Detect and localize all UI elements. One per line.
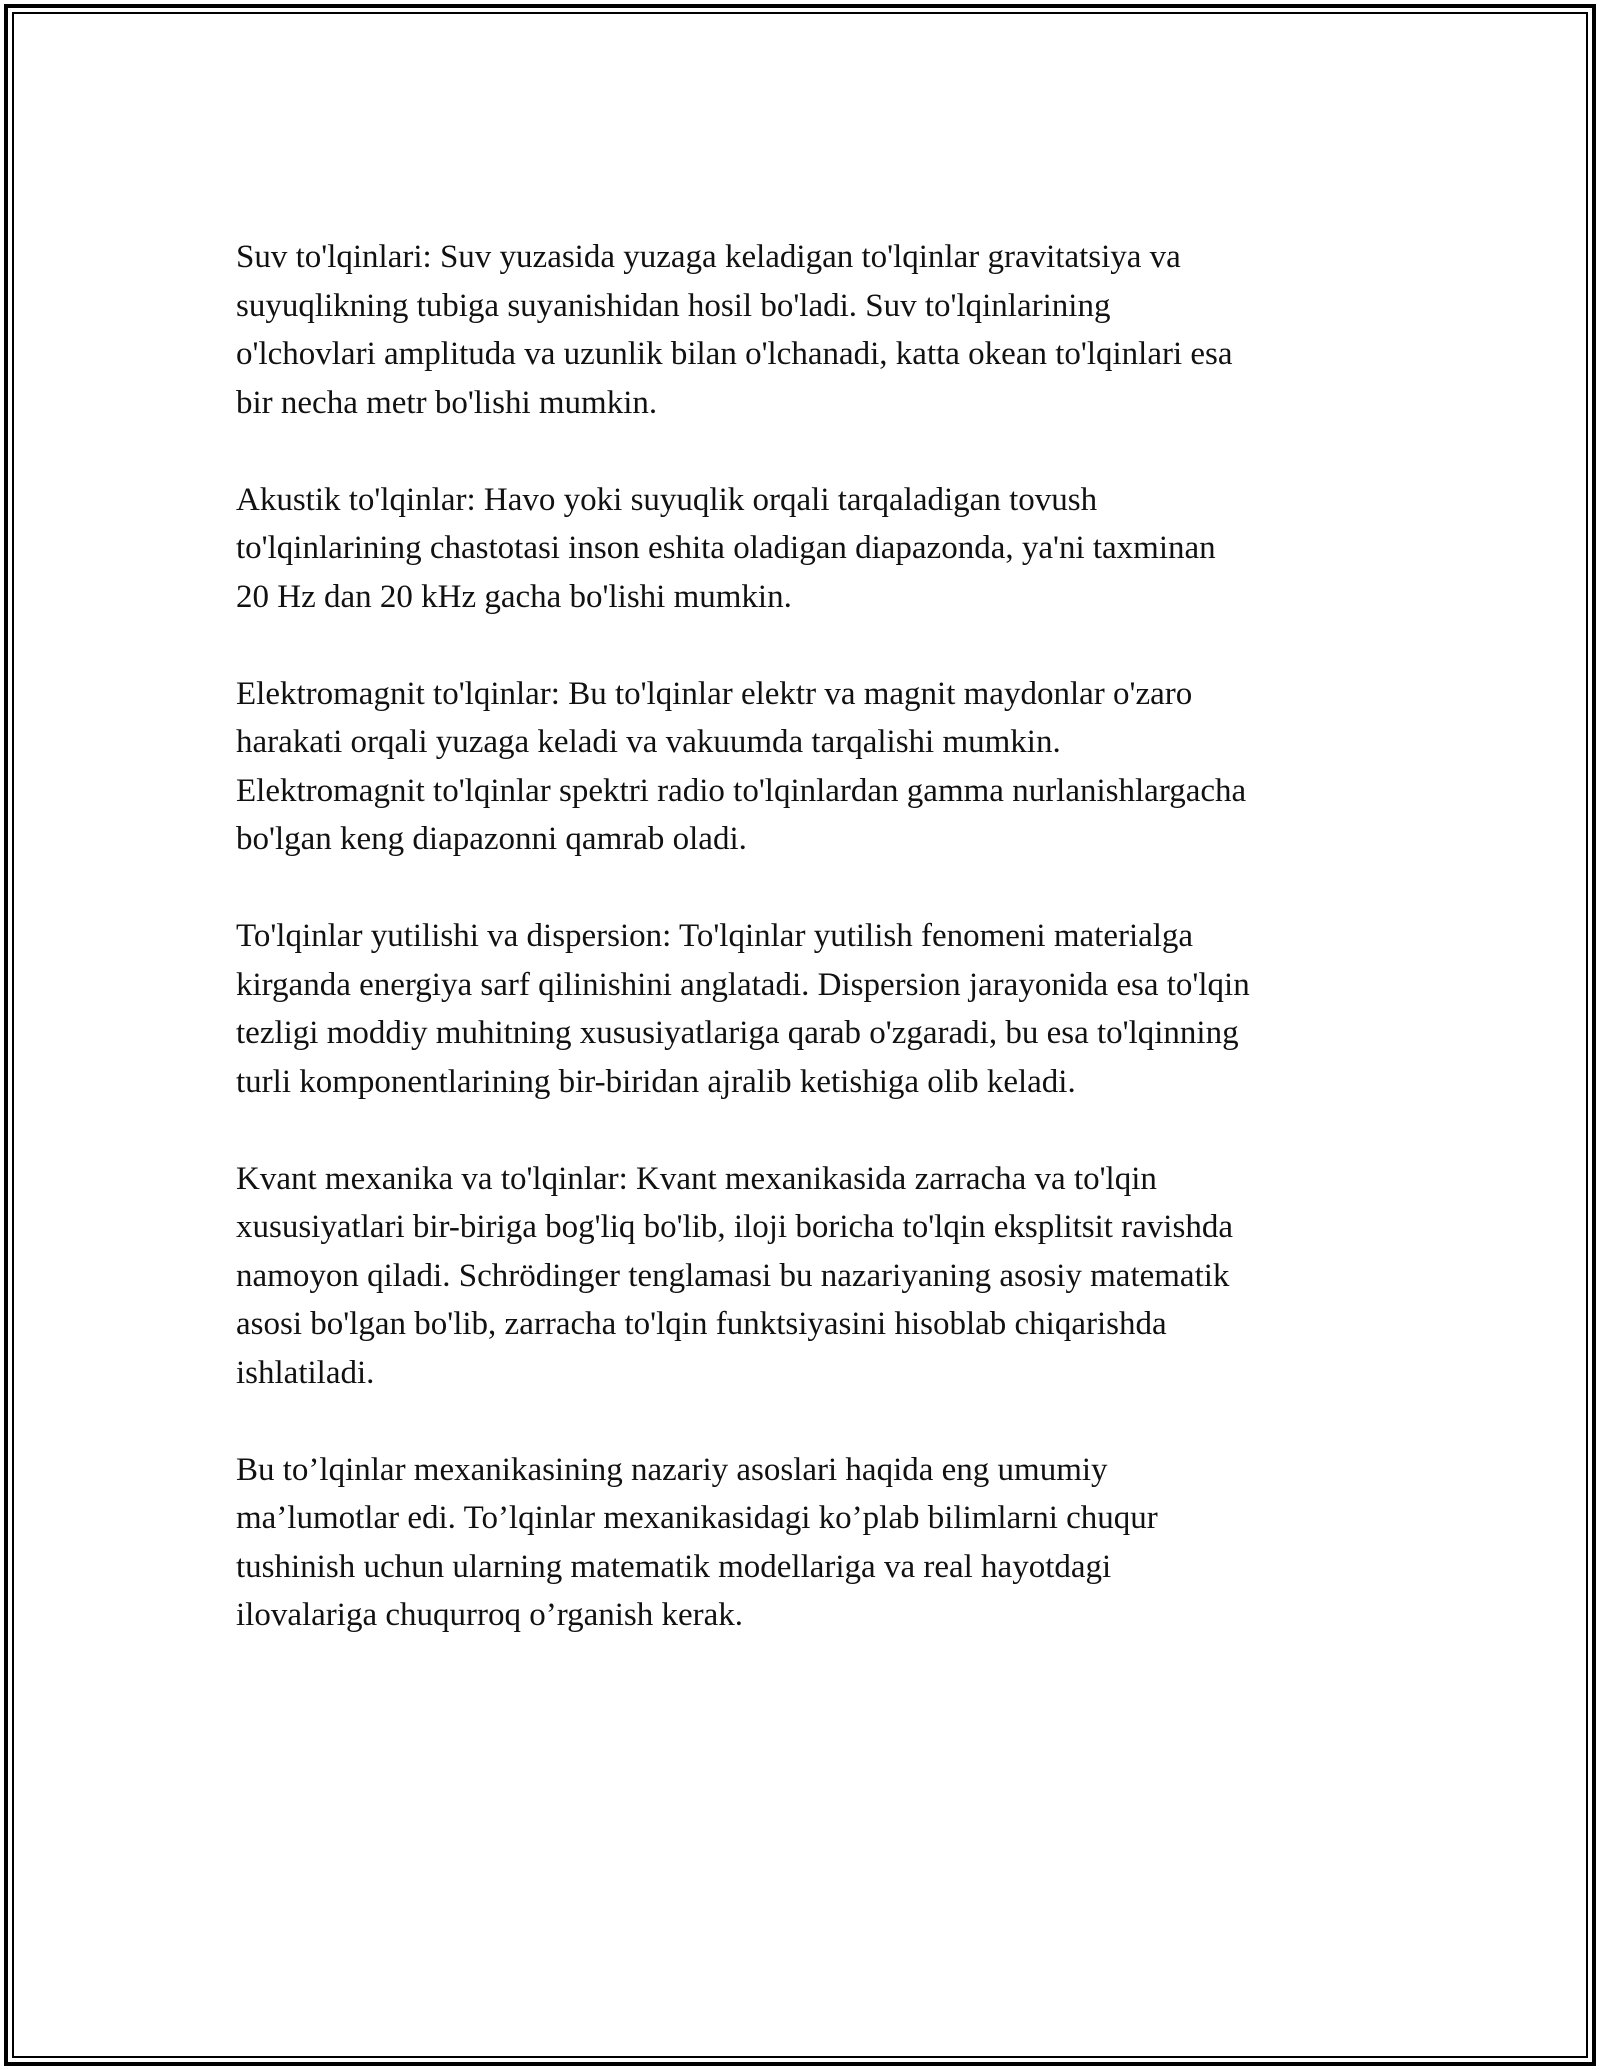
- text-line: Elektromagnit to'lqinlar: Bu to'lqinlar elektr va magnit maydonlar o'zaro: [236, 675, 1193, 712]
- paragraph-acoustic-waves: [236, 476, 1376, 622]
- text-line: namoyon qiladi. Schrödinger tenglamasi bu nazariyaning asosiy matematik: [236, 1257, 1230, 1294]
- text-line: Kvant mexanika va to'lqinlar: Kvant mexanikasida zarracha va to'lqin: [236, 1160, 1157, 1197]
- text-line: Akustik to'lqinlar: Havo yoki suyuqlik orqali tarqaladigan tovush: [236, 481, 1098, 518]
- text-line: 20 Hz dan 20 kHz gacha bo'lishi mumkin.: [236, 578, 792, 615]
- paragraph-electromagnetic-waves: [236, 670, 1376, 864]
- text-line: Elektromagnit to'lqinlar spektri radio to'lqinlardan gamma nurlanishlargacha: [236, 772, 1247, 809]
- text-line: asosi bo'lgan bo'lib, zarracha to'lqin funktsiyasini hisoblab chiqarishda: [236, 1306, 1167, 1342]
- paragraph-conclusion: [236, 1446, 1376, 1640]
- text-line: Suv to'lqinlari: Suv yuzasida yuzaga keladigan to'lqinlar gravitatsiya va: [236, 239, 1181, 275]
- text-line: tushinish uchun ularning matematik modellariga va real hayotdagi: [236, 1548, 1112, 1585]
- text-line: tezligi moddiy muhitning xususiyatlariga qarab o'zgaradi, bu esa to'lqinning: [236, 1015, 1239, 1051]
- text-line: to'lqinlarining chastotasi inson eshita oladigan diapazonda, ya'ni taxminan: [236, 530, 1216, 566]
- paragraph-quantum-mechanics: [236, 1155, 1376, 1398]
- text-line: turli komponentlarining bir-biridan ajralib ketishiga olib keladi.: [236, 1063, 1076, 1100]
- paragraph-water-waves: [236, 233, 1376, 427]
- text-line: bir necha metr bo'lishi mumkin.: [236, 384, 658, 421]
- text-line: ishlatiladi.: [236, 1354, 375, 1391]
- text-line: xususiyatlari bir-biriga bog'liq bo'lib, iloji boricha to'lqin eksplitsit ravishda: [236, 1209, 1233, 1245]
- text-line: harakati orqali yuzaga keladi va vakuumda tarqalishi mumkin.: [236, 724, 1061, 760]
- text-line: suyuqlikning tubiga suyanishidan hosil bo'ladi. Suv to'lqinlarining: [236, 287, 1111, 324]
- text-line: ma’lumotlar edi. To’lqinlar mexanikasidagi ko’plab bilimlarni chuqur: [236, 1500, 1158, 1536]
- text-line: o'lchovlari amplituda va uzunlik bilan o'lchanadi, katta okean to'lqinlari esa: [236, 336, 1233, 372]
- document-body: [236, 233, 1376, 1688]
- text-line: bo'lgan keng diapazonni qamrab oladi.: [236, 821, 747, 857]
- paragraph-absorption-dispersion: [236, 912, 1376, 1106]
- text-line: ilovalariga chuqurroq o’rganish kerak.: [236, 1597, 744, 1633]
- text-line: To'lqinlar yutilishi va dispersion: To'lqinlar yutilish fenomeni materialga: [236, 918, 1194, 954]
- text-line: kirganda energiya sarf qilinishini anglatadi. Dispersion jarayonida esa to'lqin: [236, 966, 1250, 1003]
- text-line: Bu to’lqinlar mexanikasining nazariy asoslari haqida eng umumiy: [236, 1451, 1108, 1488]
